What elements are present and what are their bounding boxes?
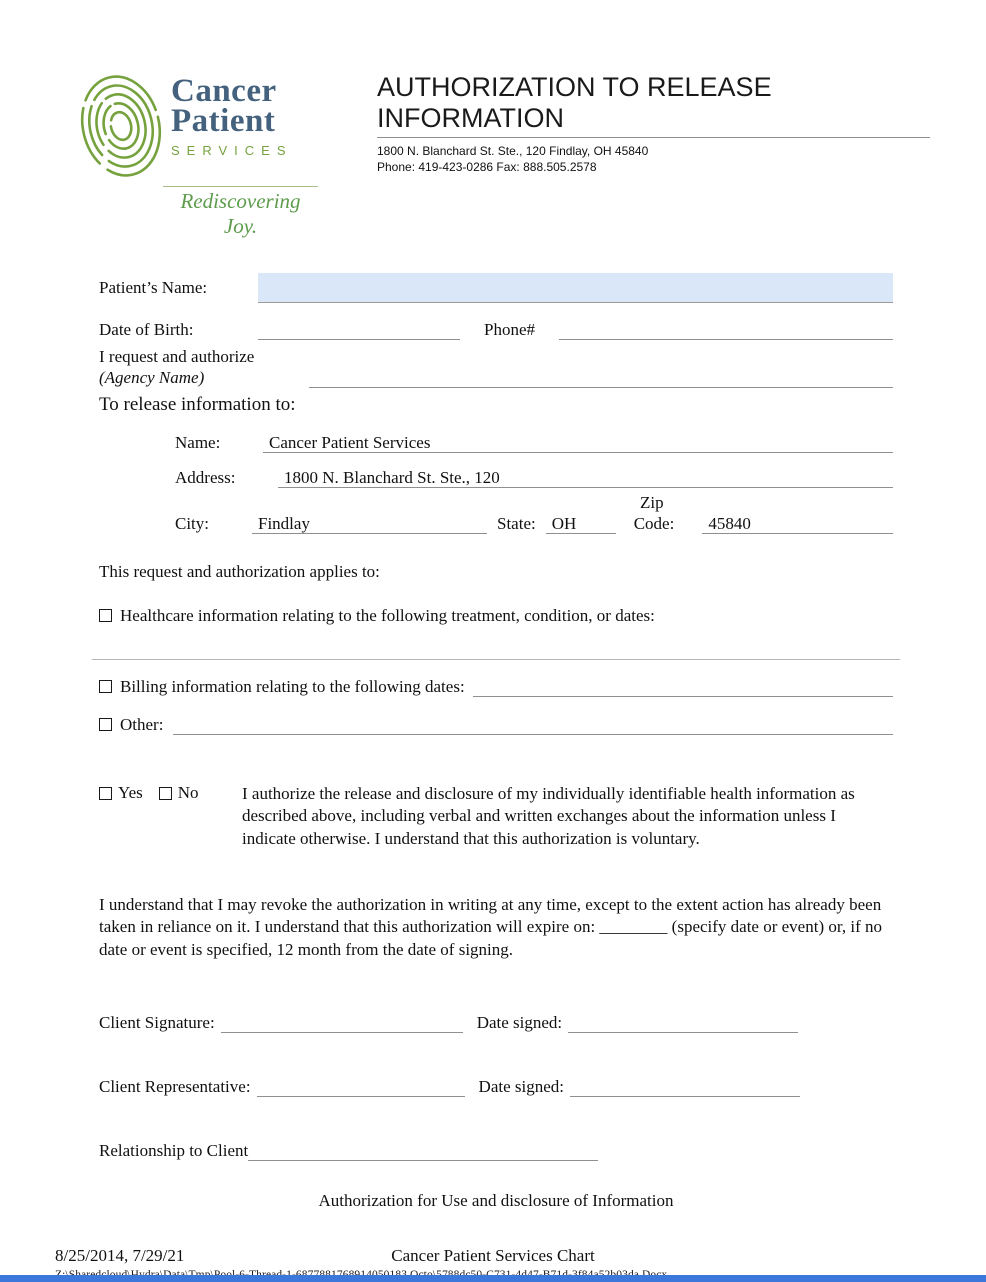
fingerprint-logo-icon xyxy=(75,70,167,182)
release-name-row xyxy=(175,433,893,453)
revoke-paragraph: I understand that I may revoke the authorization in writing at any time, except to the extent action has already been taken in reliance on it. I understand that this authorization will expire on: ________ (specify date or event) or, if no date or event is specified, 12 month from the date of signing. xyxy=(99,895,882,959)
client-signature-label: Client Signature: xyxy=(99,1013,215,1033)
client-representative-label: Client Representative: xyxy=(99,1077,251,1097)
patient-name-input[interactable] xyxy=(258,273,893,303)
zip-label-line2: Code: xyxy=(633,513,675,533)
date-signed-label-1: Date signed: xyxy=(476,1013,563,1033)
date-signed-label-2: Date signed: xyxy=(478,1077,564,1097)
zip-value: 45840 xyxy=(708,513,751,533)
state-value: OH xyxy=(551,513,577,533)
city-label: City: xyxy=(175,513,210,533)
billing-checkbox[interactable] xyxy=(99,680,112,693)
city-state-zip-row xyxy=(175,514,893,534)
no-checkbox[interactable] xyxy=(159,787,172,800)
logo-text-patient: Patient xyxy=(171,103,276,140)
healthcare-check-row xyxy=(99,606,893,626)
city-input[interactable] xyxy=(252,514,487,534)
consent-block xyxy=(99,783,893,850)
client-signature-row xyxy=(99,1013,893,1033)
org-phone-fax: Phone: 419-423-0286 Fax: 888.505.2578 xyxy=(377,160,597,175)
logo-text-cancer: Cancer xyxy=(171,73,277,109)
logo-wordmark xyxy=(171,70,293,158)
state-label: State: xyxy=(497,513,536,533)
form-header xyxy=(0,0,986,239)
footer-row xyxy=(0,1246,986,1268)
request-authorize-text: I request and authorize xyxy=(99,347,255,366)
patient-name-row xyxy=(99,273,893,303)
billing-check-row xyxy=(99,677,893,697)
phone-input[interactable] xyxy=(559,320,893,340)
other-input[interactable] xyxy=(173,715,893,735)
consent-text: I authorize the release and disclosure of my individually identifiable health information as described above, including verbal and written exchanges about the information unless I indicate otherwise. I understand that this authorization is voluntary. xyxy=(242,783,855,848)
zip-label-line1: Zip xyxy=(640,493,664,512)
patient-name-label: Patient’s Name: xyxy=(99,278,208,297)
other-checkbox[interactable] xyxy=(99,718,112,731)
logo-tagline: Rediscovering Joy. xyxy=(163,186,318,239)
logo-text-services: SERVICES xyxy=(171,142,293,158)
title-block xyxy=(377,70,930,175)
agency-row xyxy=(99,368,893,388)
release-name-value: Cancer Patient Services xyxy=(269,433,431,452)
client-representative-row xyxy=(99,1077,893,1097)
dob-input[interactable] xyxy=(258,320,460,340)
applies-heading: This request and authorization applies to: xyxy=(99,561,380,581)
dob-label: Date of Birth: xyxy=(99,320,194,339)
cps-logo xyxy=(75,70,325,239)
healthcare-label: Healthcare information relating to the following treatment, condition, or dates: xyxy=(120,605,655,625)
release-name-input[interactable] xyxy=(263,433,893,453)
state-input[interactable] xyxy=(546,514,616,534)
yes-checkbox[interactable] xyxy=(99,787,112,800)
release-to-heading: To release information to: xyxy=(99,394,296,415)
relationship-label: Relationship to Client xyxy=(99,1141,249,1161)
form-title: AUTHORIZATION TO RELEASE INFORMATION xyxy=(377,72,930,138)
other-check-row xyxy=(99,715,893,735)
client-representative-input[interactable] xyxy=(257,1077,465,1097)
billing-dates-input[interactable] xyxy=(473,677,893,697)
dob-phone-row xyxy=(99,320,893,340)
date-signed-input-2[interactable] xyxy=(570,1077,800,1097)
footer-dates: 8/25/2014, 7/29/21 xyxy=(55,1246,185,1266)
client-signature-input[interactable] xyxy=(221,1013,463,1033)
release-address-value: 1800 N. Blanchard St. Ste., 120 xyxy=(284,468,500,487)
agency-name-input[interactable] xyxy=(309,368,893,388)
relationship-row xyxy=(99,1141,893,1161)
consent-checkboxes xyxy=(99,783,242,850)
billing-label: Billing information relating to the following dates: xyxy=(120,676,465,696)
release-address-label: Address: xyxy=(175,468,236,487)
relationship-input[interactable] xyxy=(248,1141,598,1161)
city-value: Findlay xyxy=(258,513,310,533)
form-body xyxy=(0,273,986,1211)
healthcare-checkbox[interactable] xyxy=(99,609,112,622)
bottom-blue-bar xyxy=(0,1275,986,1282)
authorization-footer-title: Authorization for Use and disclosure of Information xyxy=(318,1191,674,1211)
release-address-row xyxy=(175,468,893,488)
release-name-label: Name: xyxy=(175,433,221,452)
no-label: No xyxy=(177,782,199,802)
healthcare-fill-line[interactable] xyxy=(92,659,900,660)
consent-yes-pair xyxy=(99,783,143,803)
consent-no-pair xyxy=(159,783,199,803)
phone-label: Phone# xyxy=(484,320,535,339)
yes-label: Yes xyxy=(118,782,143,802)
other-label: Other: xyxy=(120,714,164,734)
release-address-input[interactable] xyxy=(278,468,893,488)
logo-top xyxy=(75,70,325,182)
date-signed-input-1[interactable] xyxy=(568,1013,798,1033)
agency-name-label: (Agency Name) xyxy=(99,368,205,387)
zip-input[interactable] xyxy=(702,514,893,534)
org-address: 1800 N. Blanchard St. Ste., 120 Findlay, OH 45840 xyxy=(377,144,649,159)
footer-chart-label: Cancer Patient Services Chart xyxy=(391,1246,595,1266)
